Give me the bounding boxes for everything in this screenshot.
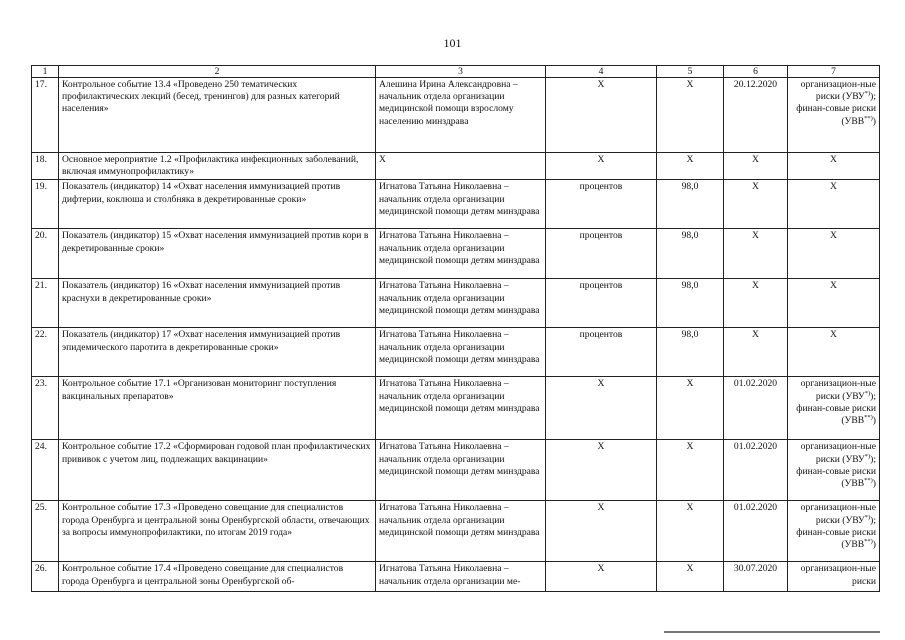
table-row (32, 279, 880, 328)
activity-name-cell: Показатель (индикатор) 15 «Охват населения иммунизацией против кори в декретированные сроки» (59, 229, 376, 279)
row-number-cell: 20. (32, 229, 59, 279)
risk-cell (788, 279, 880, 328)
date-cell: 01.02.2020 (724, 440, 788, 501)
activity-name-cell: Контрольное событие 17.1 «Организован мониторинг поступления вакцинальных препаратов» (59, 377, 376, 440)
value-cell: 98,0 (657, 279, 724, 328)
date-cell: 01.02.2020 (724, 501, 788, 562)
risk-text: Х (830, 230, 837, 242)
footnote-mark: **) (864, 114, 873, 122)
risk-text: ) (872, 478, 876, 490)
risk-text: Х (830, 181, 837, 193)
responsible-cell: Игнатова Татьяна Николаевна – начальник отдела организации ме- (376, 562, 546, 592)
row-number-cell: 24. (32, 440, 59, 501)
risk-text: ); финан-совые риски (УВВ (796, 514, 876, 551)
date-cell: 01.02.2020 (724, 377, 788, 440)
value-cell: Х (657, 562, 724, 592)
unit-cell: процентов (546, 180, 657, 229)
row-number-cell: 26. (32, 562, 59, 592)
risk-text: Х (830, 154, 837, 165)
footnote-mark: **) (864, 476, 873, 484)
footnote-mark: **) (864, 413, 873, 421)
program-table (31, 65, 880, 592)
activity-name-cell: Показатель (индикатор) 16 «Охват населения иммунизацией против краснухи в декретированные сроки» (59, 279, 376, 328)
risk-text: организацион-ные риски (УВУ (800, 79, 876, 103)
risk-text: организацион-ные риски (УВУ (800, 502, 876, 526)
row-number-cell: 22. (32, 328, 59, 377)
unit-cell: Х (546, 377, 657, 440)
table-row (32, 180, 880, 229)
column-number-row (32, 66, 880, 78)
activity-name-cell: Показатель (индикатор) 17 «Охват населения иммунизацией против эпидемического паротита в декретированные сроки» (59, 328, 376, 377)
risk-text: ); финан-совые риски (УВВ (796, 91, 876, 127)
column-header: 2 (59, 66, 376, 78)
value-cell: Х (657, 78, 724, 153)
unit-cell: Х (546, 153, 657, 180)
responsible-cell: Игнатова Татьяна Николаевна – начальник отдела организации медицинской помощи детям минздрава (376, 501, 546, 562)
risk-text: организацион-ные риски (УВУ (800, 441, 876, 465)
risk-cell (788, 501, 880, 562)
risk-text: Х (830, 280, 837, 292)
row-number-cell: 18. (32, 153, 59, 180)
unit-cell: Х (546, 562, 657, 592)
column-header: 4 (546, 66, 657, 78)
row-number-cell: 25. (32, 501, 59, 562)
table-body (32, 78, 880, 592)
risk-text: ); финан-совые риски (УВВ (796, 453, 876, 490)
table-row (32, 562, 880, 592)
table-row (32, 501, 880, 562)
risk-cell (788, 78, 880, 153)
risk-cell (788, 180, 880, 229)
column-header: 5 (657, 66, 724, 78)
value-cell: Х (657, 377, 724, 440)
table-row (32, 78, 880, 153)
responsible-cell: Алешина Ирина Александровна – начальник отдела организации медицинской помощи взрослому населению минздрава (376, 78, 546, 153)
date-cell: Х (724, 279, 788, 328)
column-header: 3 (376, 66, 546, 78)
risk-text: ) (872, 115, 876, 127)
responsible-cell: Игнатова Татьяна Николаевна – начальник отдела организации медицинской помощи детям минздрава (376, 377, 546, 440)
unit-cell: Х (546, 440, 657, 501)
column-header: 1 (32, 66, 59, 78)
date-cell: 20.12.2020 (724, 78, 788, 153)
footnote-mark: *) (864, 513, 871, 521)
unit-cell: процентов (546, 328, 657, 377)
row-number-cell: 19. (32, 180, 59, 229)
responsible-cell: Игнатова Татьяна Николаевна – начальник отдела организации медицинской помощи детям минздрава (376, 440, 546, 501)
unit-cell: Х (546, 501, 657, 562)
date-cell: Х (724, 328, 788, 377)
responsible-cell: Игнатова Татьяна Николаевна – начальник отдела организации медицинской помощи детям минздрава (376, 328, 546, 377)
value-cell: 98,0 (657, 229, 724, 279)
value-cell: 98,0 (657, 328, 724, 377)
value-cell: Х (657, 153, 724, 180)
value-cell: Х (657, 501, 724, 562)
risk-text: ); финан-совые риски (УВВ (796, 390, 876, 427)
risk-cell (788, 328, 880, 377)
activity-name-cell: Контрольное событие 17.3 «Проведено совещание для специалистов города Оренбурга и центральной зоны Оренбургской области, отвечающих за вопросы иммунопрофилактики, по итогам 2019 года» (59, 501, 376, 562)
bottom-divider (664, 631, 880, 633)
footnote-mark: *) (864, 90, 871, 98)
table-row (32, 153, 880, 180)
risk-text: организацион-ные риски (УВУ (800, 378, 876, 402)
table-row (32, 229, 880, 279)
row-number-cell: 17. (32, 78, 59, 153)
responsible-cell: Игнатова Татьяна Николаевна – начальник отдела организации медицинской помощи детям минздрава (376, 180, 546, 229)
activity-name-cell: Контрольное событие 17.2 «Сформирован годовой план профилактических прививок с учетом лиц, подлежащих вакцинации» (59, 440, 376, 501)
table-row (32, 377, 880, 440)
activity-name-cell: Основное мероприятие 1.2 «Профилактика инфекционных заболеваний, включая иммунопрофилактику» (59, 153, 376, 180)
footnote-mark: *) (864, 452, 871, 460)
column-header: 6 (724, 66, 788, 78)
unit-cell: Х (546, 78, 657, 153)
risk-text: ) (872, 415, 876, 427)
date-cell: Х (724, 180, 788, 229)
risk-cell (788, 229, 880, 279)
value-cell: 98,0 (657, 180, 724, 229)
table-row (32, 440, 880, 501)
column-header: 7 (788, 66, 880, 78)
risk-cell (788, 377, 880, 440)
risk-text: организацион-ные риски (800, 563, 876, 587)
responsible-cell: Игнатова Татьяна Николаевна – начальник отдела организации медицинской помощи детям минздрава (376, 279, 546, 328)
page-number: 101 (443, 36, 462, 50)
date-cell: Х (724, 153, 788, 180)
activity-name-cell: Показатель (индикатор) 14 «Охват населения иммунизацией против дифтерии, коклюша и столбняка в декретированные сроки» (59, 180, 376, 229)
footnote-mark: *) (864, 389, 871, 397)
value-cell: Х (657, 440, 724, 501)
unit-cell: процентов (546, 279, 657, 328)
risk-text: Х (830, 329, 837, 341)
risk-cell (788, 562, 880, 592)
date-cell: 30.07.2020 (724, 562, 788, 592)
table-row (32, 328, 880, 377)
responsible-cell: Игнатова Татьяна Николаевна – начальник отдела организации медицинской помощи детям минздрава (376, 229, 546, 279)
activity-name-cell: Контрольное событие 13.4 «Проведено 250 тематических профилактических лекций (бесед, тренингов) для разных категорий населения» (59, 78, 376, 153)
unit-cell: процентов (546, 229, 657, 279)
risk-cell (788, 440, 880, 501)
row-number-cell: 21. (32, 279, 59, 328)
date-cell: Х (724, 229, 788, 279)
row-number-cell: 23. (32, 377, 59, 440)
responsible-cell: Х (376, 153, 546, 180)
activity-name-cell: Контрольное событие 17.4 «Проведено совещание для специалистов города Оренбурга и центральной зоны Оренбургской об- (59, 562, 376, 592)
risk-cell (788, 153, 880, 180)
risk-text: ) (872, 539, 876, 551)
footnote-mark: **) (864, 537, 873, 545)
